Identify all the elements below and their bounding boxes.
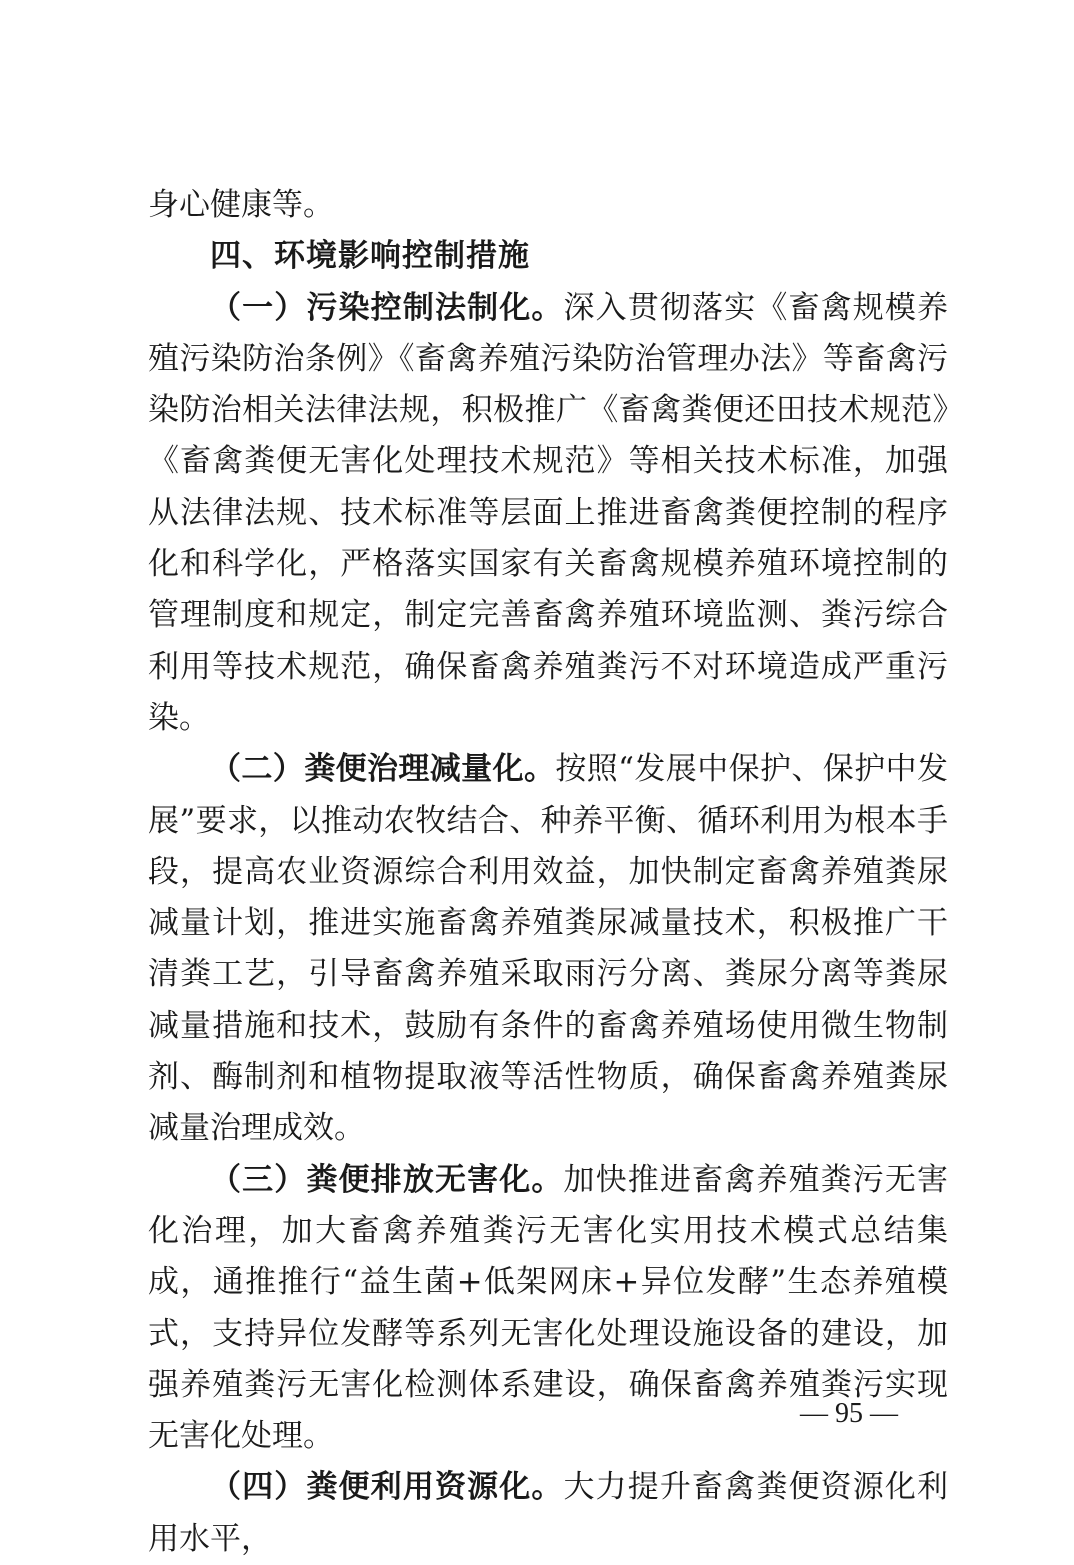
paragraph-lead: （三）粪便排放无害化。 <box>210 1161 564 1198</box>
page-number: — 95 — <box>800 1398 898 1429</box>
paragraph-text: 按照“发展中保护、保护中发展”要求，以推动农牧结合、种养平衡、循环利用为根本手段，提高农业资源综合利用效益，加快制定畜禽养殖粪尿减量计划，推进实施畜禽养殖粪尿减量技术，积极推广干清粪工艺，引导畜禽养殖采取雨污分离、粪尿分离等粪尿减量措施和技术，鼓励有条件的畜禽养殖场使用微生物制剂、酶制剂和植物提取液等活性物质，确保畜禽养殖粪尿减量治理成效。 <box>148 751 948 1147</box>
document-body <box>148 180 948 1565</box>
section-heading <box>148 231 948 282</box>
heading-text: 四、环境影响控制措施 <box>210 238 530 275</box>
paragraph-lead: （二）粪便治理减量化。 <box>210 751 556 788</box>
paragraph-text: 加快推进畜禽养殖粪污无害化治理，加大畜禽养殖粪污无害化实用技术模式总结集成，通推推行“益生菌+低架网床+异位发酵”生态养殖模式，支持异位发酵等系列无害化处理设施设备的建设，加强养殖粪污无害化检测体系建设，确保畜禽养殖粪污实现无害化处理。 <box>148 1161 948 1455</box>
paragraph-text: 深入贯彻落实《畜禽规模养殖污染防治条例》《畜禽养殖污染防治管理办法》等畜禽污染防治相关法律法规，积极推广《畜禽粪便还田技术规范》《畜禽粪便无害化处理技术规范》等相关技术标准，加强从法律法规、技术标准等层面上推进畜禽粪便控制的程序化和科学化，严格落实国家有关畜禽规模养殖环境控制的管理制度和规定，制定完善畜禽养殖环境监测、粪污综合利用等技术规范，确保畜禽养殖粪污不对环境造成严重污染。 <box>148 289 948 736</box>
paragraph-4 <box>148 1462 948 1565</box>
paragraph-2 <box>148 744 948 1154</box>
paragraph-text: 身心健康等。 <box>148 187 334 223</box>
paragraph-continuation <box>148 180 948 231</box>
paragraph-lead: （一）污染控制法制化。 <box>210 289 564 326</box>
paragraph-lead: （四）粪便利用资源化。 <box>210 1469 564 1506</box>
paragraph-text: 大力提升畜禽粪便资源化利用水平， <box>148 1469 948 1557</box>
paragraph-1 <box>148 283 948 745</box>
